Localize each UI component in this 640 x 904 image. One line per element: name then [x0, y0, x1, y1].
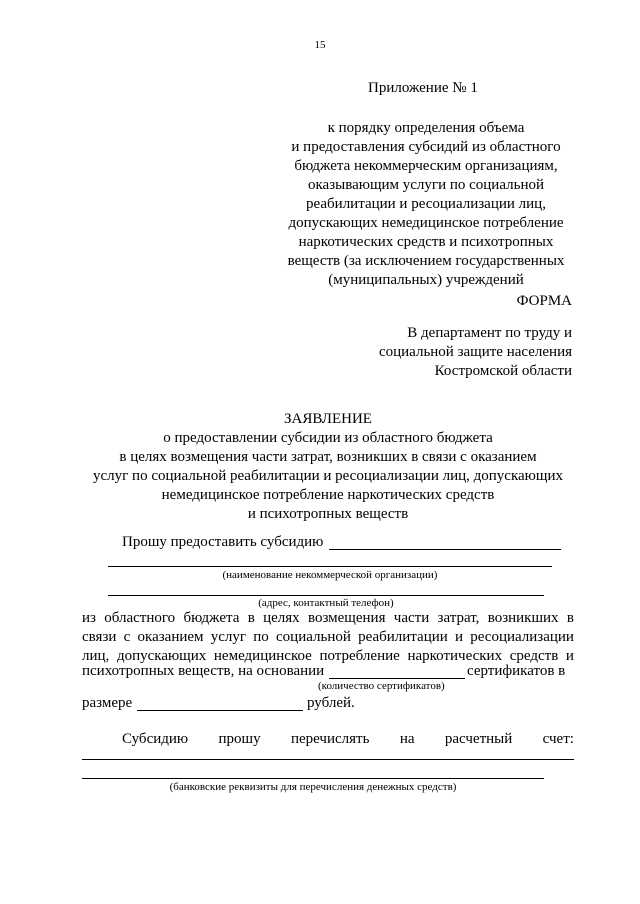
heading-line: в целях возмещения части затрат, возникших в связи с оказанием [119, 449, 537, 465]
paragraph-word: средств [509, 648, 559, 664]
paragraph-word: областного [104, 610, 176, 626]
amount-fill-line[interactable] [137, 710, 303, 711]
paragraph-word: прошу [218, 731, 261, 747]
paragraph-word: на [399, 731, 415, 747]
form-label: ФОРМА [516, 293, 572, 309]
transfer-request-line [122, 730, 574, 749]
caption-address: (адрес, контактный телефон) [258, 597, 394, 609]
paragraph-word: ресоциализации [470, 629, 574, 645]
appendix-line: допускающих немедицинское потребление [288, 215, 564, 231]
paragraph-word: и [565, 648, 574, 664]
statement-title: ЗАЯВЛЕНИЕ [284, 411, 372, 427]
paragraph-word: с [123, 629, 131, 645]
paragraph-word: части [393, 610, 430, 626]
addressee-line: Костромской области [434, 363, 572, 379]
caption-organization: (наименование некоммерческой организации) [222, 569, 438, 581]
paragraph-line [82, 609, 574, 628]
paragraph-word: счет: [542, 731, 574, 747]
paragraph-word: реабилитации [358, 629, 448, 645]
addressee-line: социальной защите населения [378, 344, 572, 360]
paragraph-word: связи [82, 629, 117, 645]
paragraph-word: услуг [210, 629, 247, 645]
paragraph-word: бюджета [183, 610, 240, 626]
appendix-line: (муниципальных) учреждений [328, 272, 524, 288]
basis-suffix: сертификатов в [467, 663, 566, 679]
paragraph-word: и [455, 629, 464, 645]
paragraph-word: из [82, 610, 96, 626]
bank-details-line-2[interactable] [82, 778, 544, 779]
organization-name-line[interactable] [108, 566, 552, 567]
heading-line: услуг по социальной реабилитации и ресоциализации лиц, допускающих [93, 468, 563, 484]
paragraph-word: наркотических [407, 648, 503, 664]
appendix-title: Приложение № 1 [368, 80, 478, 96]
paragraph-word: затрат, [437, 610, 480, 626]
request-prefix: Прошу предоставить субсидию [122, 534, 324, 550]
appendix-line: оказывающим услуги по социальной [307, 177, 545, 193]
subsidy-fill-line[interactable] [329, 549, 561, 550]
paragraph-word: лиц, [82, 648, 110, 664]
paragraph-word: возмещения [307, 610, 386, 626]
addressee-line: В департамент по труду и [407, 325, 572, 341]
appendix-line: к порядку определения объема [327, 120, 525, 136]
appendix-line: и предоставления субсидий из областного [291, 139, 561, 155]
certificate-count-line[interactable] [329, 678, 465, 679]
statement-heading [80, 410, 576, 524]
paragraph-line [82, 628, 574, 647]
paragraph-word: целях [263, 610, 300, 626]
paragraph-word: социальной [276, 629, 351, 645]
heading-line: и психотропных веществ [247, 506, 409, 522]
appendix-line: реабилитации и ресоциализации лиц, [306, 196, 546, 212]
paragraph-word: по [253, 629, 269, 645]
paragraph-word: допускающих [116, 648, 207, 664]
paragraph-word: потребление [319, 648, 400, 664]
page-number: 15 [314, 39, 326, 51]
amount-prefix: размере [82, 695, 133, 711]
paragraph-word: в [566, 610, 574, 626]
paragraph-word: Субсидию [122, 731, 189, 747]
caption-bank-details: (банковские реквизиты для перечисления денежных средств) [169, 781, 457, 793]
heading-line: немедицинское потребление наркотических средств [161, 487, 495, 503]
address-phone-line[interactable] [108, 595, 544, 596]
bank-details-line-1[interactable] [82, 759, 574, 760]
paragraph-word: немедицинское [213, 648, 312, 664]
paragraph-word: возникших [487, 610, 559, 626]
caption-certificate-count: (количество сертификатов) [318, 680, 445, 692]
appendix-line: веществ (за исключением государственных [287, 253, 565, 269]
appendix-line: бюджета некоммерческим организациям, [294, 158, 558, 174]
appendix-line: наркотических средств и психотропных [298, 234, 554, 250]
amount-suffix: рублей. [307, 695, 355, 711]
basis-prefix: психотропных веществ, на основании [82, 663, 325, 679]
paragraph-word: в [247, 610, 255, 626]
paragraph-word: оказанием [137, 629, 204, 645]
heading-line: о предоставлении субсидии из областного бюджета [163, 430, 493, 446]
appendix-description [276, 119, 576, 290]
addressee [330, 324, 572, 381]
paragraph-word: расчетный [444, 731, 513, 747]
paragraph-word: перечислять [290, 731, 370, 747]
